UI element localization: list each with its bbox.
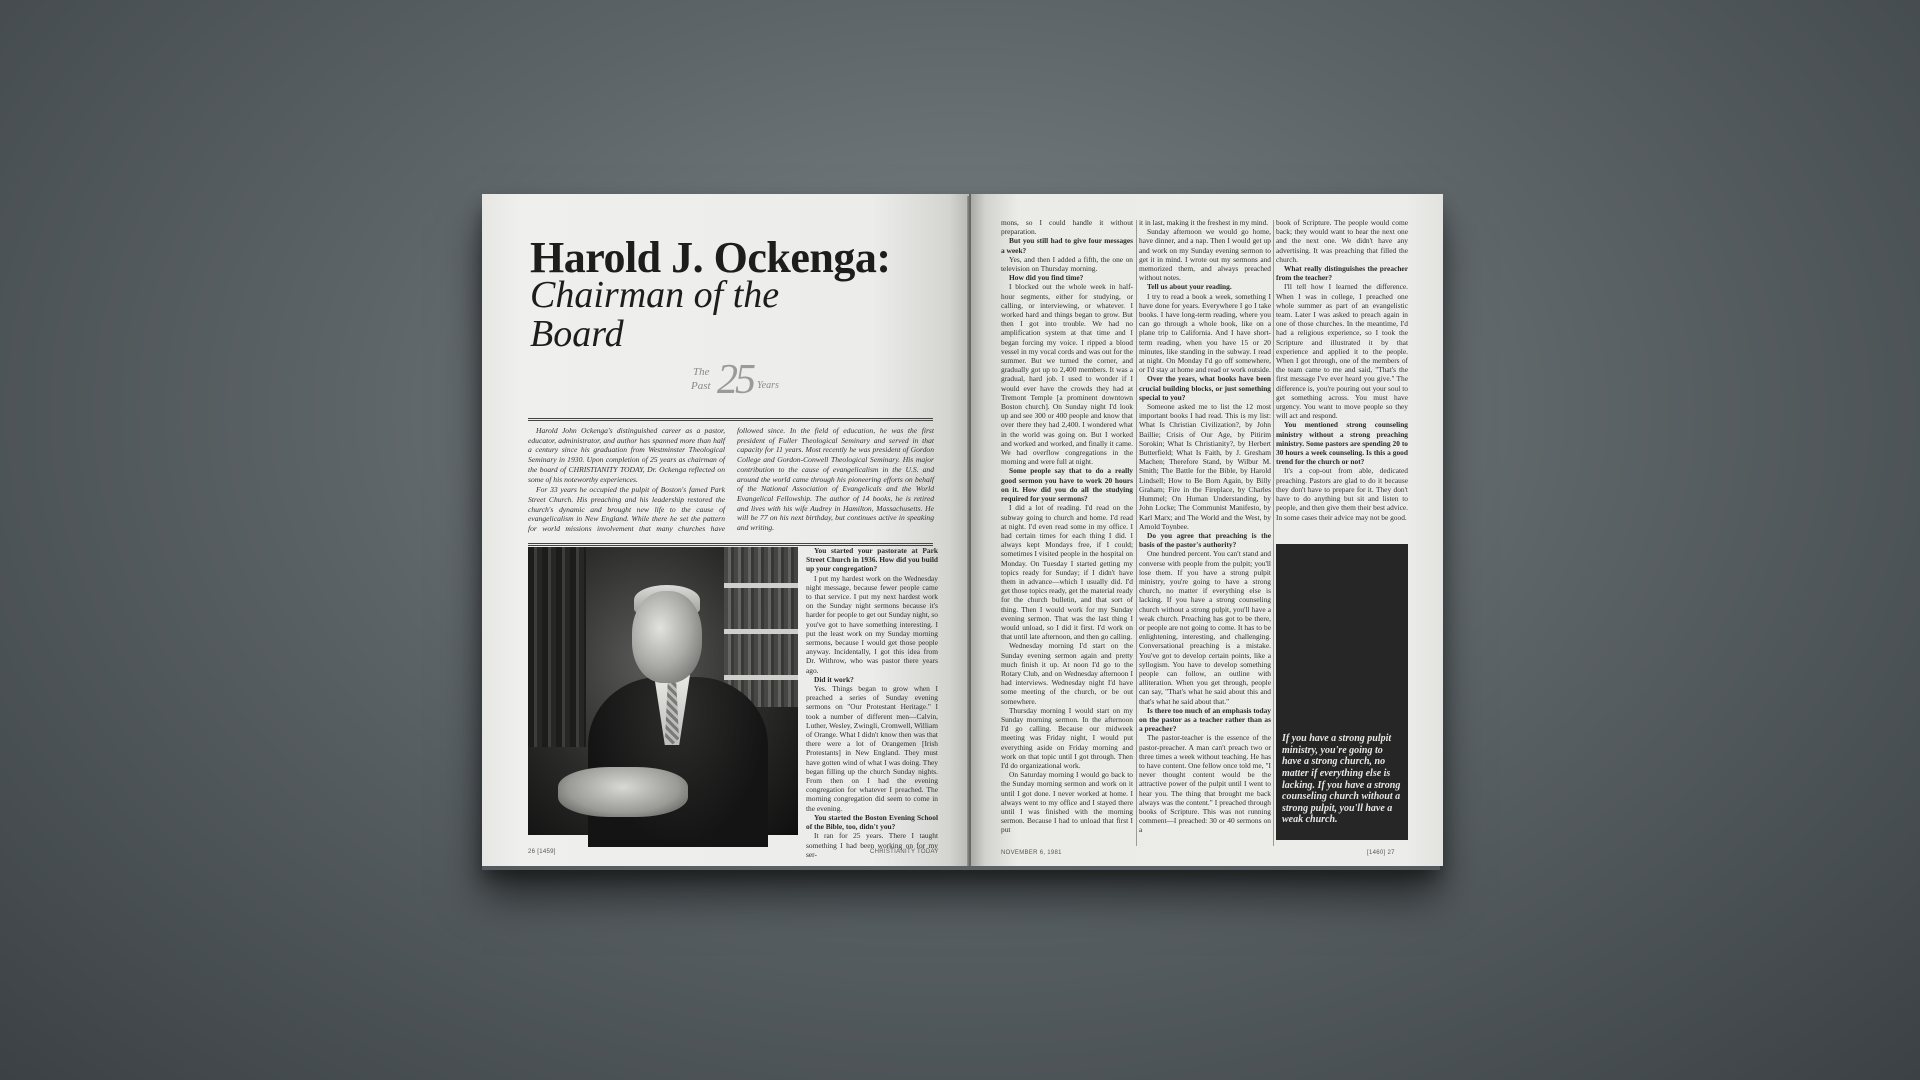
photo-shelf bbox=[724, 583, 798, 588]
interview-answer: mons, so I could handle it without preparation. bbox=[1001, 218, 1133, 237]
interview-answer: Someone asked me to list the 12 most important books I had read. This is my list: What Is Christian Civilization?, by John Baillie; Crisis of Our Age, by Pitirim Sorokin; What Is Christianity?, by Herbert Butterfield; What Is Faith, by J. Gresham Machen; Therefore Stand, by Wilbur M. Smith; The Battle for the Bible, by Harold Lindsell; How to Be Born Again, by Billy Graham; Fire in the Fireplace, by Charles Hummel; On Human Understanding, by John Locke; The Communist Manifesto, by Karl Marx; and The World and the West, by Arnold Toynbee. bbox=[1139, 402, 1271, 531]
interview-answer: I blocked out the whole week in half-hour segments, either for studying, or calling, or interviewing, or whatever. I worked hard and things began to grow. But then I got into trouble. We had no amplification system at that time and I began forcing my voice. I ripped a blood vessel in my vocal cords and was out for the summer. But we turned the corner, and gradually got up to 2,400 members. It was a gradual, hard job. I used to wonder if I would ever have the crowds they had at Tremont Temple [a prominent downtown Boston church]. On Sunday night I'd look up and see 300 or 400 people and know that over there they had 2,400. I wondered what in the world was going on. But I worked and worked and worked, and finally it came. We had overflow congregations in the morning and were full at night. bbox=[1001, 282, 1133, 467]
column-divider bbox=[1273, 220, 1274, 846]
interview-answer: I'll tell how I learned the difference. When I was in college, I preached one whole summer as part of an evangelistic team. Later I was asked to preach again in one of those churches. In the meantime, I'd had a religious experience, so I took the Scripture and illustrated it by that experience and applied it to the people. When I got through, one of the members of the team came to me and said, "That's the first message I've ever heard you give." The difference is, you're pouring out your soul to get something across. You must have urgency. You want to move people so they will act and respond. bbox=[1276, 282, 1408, 421]
past-25-years-logo bbox=[687, 356, 797, 426]
interview-question: How did you find time? bbox=[1009, 273, 1084, 283]
logo-the: The bbox=[693, 366, 710, 378]
interview-answer: it in last, making it the freshest in my mind. bbox=[1139, 218, 1269, 227]
logo-years: Years bbox=[757, 380, 779, 391]
interview-answer: It's a cop-out from able, dedicated preaching. Pastors are glad to do it because they don't have to prepare for it. They don't have to do anything but sit and listen to people, and then give them their best advice. In some cases their advice may not be good. bbox=[1276, 466, 1408, 522]
intro-paragraph: Harold John Ockenga's distinguished career as a pastor, educator, administrator, and author has spanned more than half a century since his graduation from Westminster Theological Seminary in 1930. Upon completion of 25 years as chairman of the board of CHRISTIANITY TODAY, Dr. Ockenga reflected on some of his noteworthy experiences. bbox=[528, 426, 725, 484]
interview-answer: On Saturday morning I would go back to the Sunday morning sermon and work on it until I got done. I never worked at home. I always went to my office and I stayed there until I was finished with the morning sermon. Because I had to unload that first I put bbox=[1001, 770, 1133, 835]
interview-answer: The pastor-teacher is the essence of the pastor-preacher. A man can't preach two or three times a week without teaching. He has to have content. One fellow once told me, "I never thought content would be the attractive power of the pulpit until I went to hear you. The thing that brought me back always was the content." I preached through books of Scripture. This was not running comment—I preached: 30 or 40 sermons on a bbox=[1139, 733, 1271, 835]
interview-question: Some people say that to do a really good sermon you have to work 20 hours on it. How did you do all the studying required for your sermons? bbox=[1001, 466, 1133, 504]
interview-answer: Yes, and then I added a fifth, the one on television on Thursday morning. bbox=[1001, 254, 1133, 274]
photo-face bbox=[632, 591, 702, 683]
folio-page-number: 26 [1459] bbox=[528, 849, 556, 855]
interview-answer: Yes. Things began to grow when I preached a series of Sunday evening sermons on "Our Protestant Heritage." I took a number of different men—Calvin, Luther, Wesley, Zwingli, Cromwell, William of Orange. What I didn't know then was that there were a lot of Orangemen [Irish Protestants] in New England. They must have gotten wind of what I was doing. They began filling up the church Sunday nights. From then on I had the evening congregation for whatever I preached. The morning congregation did seem to come in the evening. bbox=[806, 684, 938, 813]
interview-answer: I did a lot of reading. I'd read on the subway going to church and home. I'd read at night. I'd even read some in my office. I had certain times for each thing I did. I always kept Mondays free, if I could; sometimes I visited people in the hospital on Monday. On Tuesday I started getting my topics ready for Sunday; if I didn't have them in advance—which I usually did. I'd get those topics ready, get the material ready for the church bulletin, and that sort of thing. Then I would work for my Sunday evening sermon. That was the last thing I would unload, so I did it first. I'd work on that until late afternoon, and then go calling. bbox=[1001, 503, 1133, 642]
interview-answer: It ran for 25 years. There I taught something I had been working on for my ser- bbox=[806, 831, 938, 859]
interview-question: But you still had to give four messages a week? bbox=[1001, 236, 1133, 255]
interview-answer: Wednesday morning I'd start on the Sunday evening sermon again and pretty much finish it up. At noon I'd go to the Rotary Club, and on Wednesday afternoon I had interviews. Wednesday night I'd have some meeting of the church, or be out somewhere. bbox=[1001, 641, 1133, 706]
interview-answer: I put my hardest work on the Wednesday night message, because fewer people came to that service. I put my next hardest work on the Sunday night sermons because it's harder for people to get out Sunday night, so you've got to have something interesting. I put the least work on my Sunday morning sermons, because I would get those people anyway. Incidentally, I got this idea from Dr. Withrow, who was pastor there years ago. bbox=[806, 573, 938, 675]
interview-question: Is there too much of an emphasis today on the pastor as a teacher rather than as a preacher? bbox=[1139, 705, 1271, 734]
logo-past: Past bbox=[691, 380, 711, 392]
photo-shelf bbox=[724, 629, 798, 634]
interview-question: You started the Boston Evening School of the Bible, too, didn't you? bbox=[806, 812, 938, 832]
right-page-column-2 bbox=[1139, 218, 1271, 850]
pull-quote: If you have a strong pulpit ministry, you're going to have a strong church, no matter if everything else is lacking. If you have a strong counseling church without a strong pulpit, you'll have a weak church. bbox=[1282, 733, 1401, 826]
interview-question: Did it work? bbox=[814, 674, 854, 684]
photo-bookcase bbox=[724, 547, 798, 707]
folio-page-number: [1460] 27 bbox=[1367, 850, 1395, 856]
photo-shelf bbox=[724, 675, 798, 680]
left-page bbox=[482, 194, 969, 866]
right-page-column-3 bbox=[1276, 218, 1408, 540]
portrait-photo bbox=[528, 547, 798, 835]
interview-question: Over the years, what books have been crucial building blocks, or just something special to you? bbox=[1139, 374, 1271, 402]
column-divider bbox=[1136, 220, 1137, 846]
photo-curtain bbox=[528, 547, 586, 747]
article-intro bbox=[528, 426, 934, 542]
interview-answer: One hundred percent. You can't stand and converse with people from the pulpit; you'll lose them. If you have a strong pulpit ministry, you're going to have a strong church, no matter if everything else is lacking. If you have a strong counseling church without a strong pulpit, you'll have a weak church. Preaching has got to be there, or people are not going to come. It has to be enlightening, interesting, and challenging. Conversational preaching is a mistake. You've got to develop certain points, like a syllogism. You have to develop something people can follow, an outline with alliteration. When you get through, people can say, "That's what he said about this and that's what he said about that." bbox=[1139, 549, 1271, 706]
pull-quote-box bbox=[1276, 544, 1408, 840]
intro-top-rule bbox=[528, 418, 933, 421]
interview-question: Do you agree that preaching is the basis of the pastor's authority? bbox=[1139, 530, 1271, 550]
interview-question: You started your pastorate at Park Street Church in 1936. How did you build up your congregation? bbox=[806, 546, 938, 574]
right-page-column-1 bbox=[1001, 218, 1133, 850]
logo-number: 25 bbox=[717, 357, 753, 403]
interview-answer: Sunday afternoon we would go home, have dinner, and a nap. Then I would get up and work on my Sunday evening sermon to get it in mind. I wrote out my sermons and memorized them, and always preached without notes. bbox=[1139, 227, 1271, 283]
interview-answer: I try to read a book a week, something I have done for years. Everywhere I go I take books. I have long-term reading, where you can go through a whole book, like on a plane trip to California. And I have short-term reading, when you have 15 or 20 minutes, like standing in the subway. I read at night. On Monday I'd go off somewhere, or I'd stay at home and read or work outside. bbox=[1139, 291, 1271, 375]
interview-answer: book of Scripture. The people would come back; they would want to hear the next one and the next one. We didn't have any advertising. It was preaching that filled the church. bbox=[1276, 218, 1408, 264]
folio-magazine-name: CHRISTIANITY TODAY bbox=[870, 849, 939, 855]
interview-question: Tell us about your reading. bbox=[1147, 282, 1232, 292]
folio-date: NOVEMBER 6, 1981 bbox=[1001, 850, 1062, 856]
intro-paragraph: For 33 years he occupied the pulpit of Boston's famed Park Street Church. His preaching and his leadership restored the church's dynamic and brought new life to the cause of evangelicalism in New England. While there he set the pattern for world missions involvement that many churches have followed since. In the field of education, he was the first president of Fuller Theological Seminary and served in that capacity for 11 years. Most recently he was president of Gordon College and Gordon-Conwell Theological Seminary. His major contribution to the cause of evangelicalism in the U.S. and around the world came through his pioneering efforts on behalf of the National Association of Evangelicals and the World Evangelical Fellowship. The author of 14 books, he is retired and lives with his wife Audrey in Hamilton, Massachusetts. He will be 77 on his next birthday, but continues active in speaking and writing. bbox=[528, 426, 934, 534]
interview-question: You mentioned strong counseling ministry without a strong preaching ministry. Some pastors are spending 20 to 30 hours a week counseling. Is this a good trend for the church or not? bbox=[1276, 420, 1408, 467]
article-title-line3: Board bbox=[530, 313, 624, 355]
right-page bbox=[971, 194, 1443, 866]
interview-question: What really distinguishes the preacher from the teacher? bbox=[1276, 264, 1408, 283]
photo-hands bbox=[558, 767, 688, 817]
interview-answer: Thursday morning I would start on my Sunday morning sermon. In the afternoon I'd go calling. Because our midweek meeting was Friday night, I would put everything aside on Friday morning and work on that topic until I got through. Then I'd do organizational work. bbox=[1001, 705, 1133, 770]
article-title-line1: Harold J. Ockenga: bbox=[530, 233, 891, 282]
article-title-line2: Chairman of the bbox=[530, 274, 780, 316]
